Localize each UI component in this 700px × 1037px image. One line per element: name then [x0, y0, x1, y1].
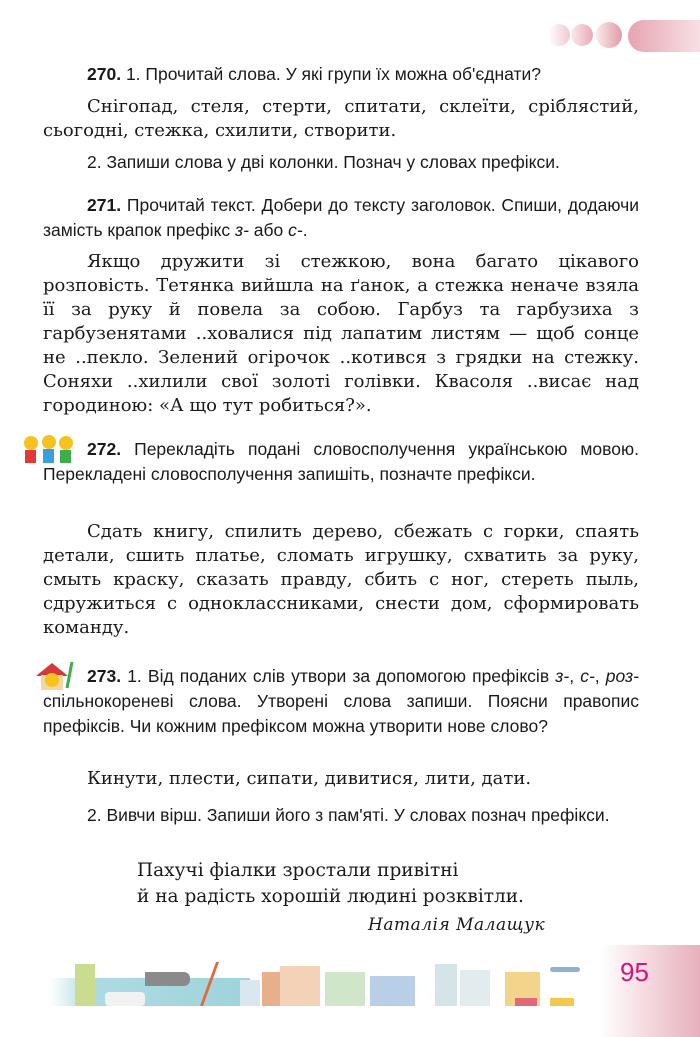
yacht — [105, 992, 145, 1006]
decor-circle — [548, 24, 570, 46]
city-illustration — [50, 950, 590, 1008]
exercise-273-instruction-2: 2. Вивчи вірш. Запиши його з пам'яті. У словах познач префікси. — [87, 805, 610, 825]
page-number-strip — [600, 945, 700, 1037]
poem-line: Пахучі фіалки зростали привітні — [137, 860, 459, 881]
building — [75, 964, 95, 1006]
skyscraper — [460, 970, 490, 1006]
header-decoration — [548, 20, 700, 50]
exercise-272-text: Сдать книгу, спилить дерево, сбежать с горки, спаять детали, сшить платье, сломать игрушку, схватить за руку, смыть краску, сказать правду, сбить с ног, стереть пыль, сдружиться с одноклассниками, снести дом, сформировать команду. — [43, 521, 639, 638]
decor-circle — [596, 22, 622, 48]
exercise-number: 273. — [87, 666, 122, 686]
exercise-271-text: Якщо дружити зі стежкою, вона багато цікавого розповість. Тетянка вийшла на ґанок, а стежка неначе взяла її за руку й повела за собою. Гарбуз та гарбузиха з гарбузенятами ..ховалися під лапатим листям — щоб сонце не ..пекло. Зелений огірочок ..котився з грядки на стежку. Соняхи ..хилили свої золоті голівки. Квасоля ..висає над городиною: «А що тут робиться?». — [43, 251, 639, 416]
poem-line: й на радість хорошій людині розквітли. — [137, 886, 524, 907]
building — [280, 966, 320, 1006]
exercise-270-instruction-1: 270. 1. Прочитай слова. У які групи їх можна об'єднати? — [87, 64, 542, 84]
poem — [137, 858, 524, 910]
bus — [550, 998, 574, 1006]
exercise-272-instruction: 272. Перекладіть подані словосполучення українською мовою. Перекладені словосполучення запишіть, позначте префікси. — [43, 439, 639, 484]
exercise-273-instruction-1: 273. 1. Від поданих слів утвори за допомогою префіксів з-, с-, роз- спільнокореневі слова. Утворені слова запиши. Поясни правопис префіксів. Чи кожним префіксом можна утворити нове слово? — [43, 666, 639, 736]
building — [325, 972, 365, 1006]
skyscraper — [435, 964, 457, 1006]
exercise-number: 272. — [87, 439, 122, 459]
exercise-number: 270. — [87, 64, 122, 84]
exercise-270-instruction-2: 2. Запиши слова у дві колонки. Познач у словах префікси. — [87, 152, 560, 172]
decor-circle — [571, 24, 593, 46]
exercise-273-words: Кинути, плести, сипати, дивитися, лити, дати. — [87, 768, 532, 789]
building — [370, 976, 415, 1006]
decor-pill — [628, 20, 700, 52]
poem-author: Наталія Малащук — [368, 915, 546, 935]
ship — [145, 972, 190, 986]
building — [262, 972, 280, 1006]
page-number: 95 — [620, 957, 649, 987]
building — [240, 980, 260, 1006]
exercise-270-words: Снігопад, стеля, стерти, спитати, склеїти, сріблястий, сьогодні, стежка, схилити, створити. — [43, 96, 639, 141]
airplane — [550, 967, 580, 972]
exercise-271-instruction: 271. Прочитай текст. Добери до тексту заголовок. Спиши, додаючи замість крапок префікс з- або с-. — [43, 195, 639, 240]
bus — [515, 998, 537, 1006]
exercise-number: 271. — [87, 195, 122, 215]
